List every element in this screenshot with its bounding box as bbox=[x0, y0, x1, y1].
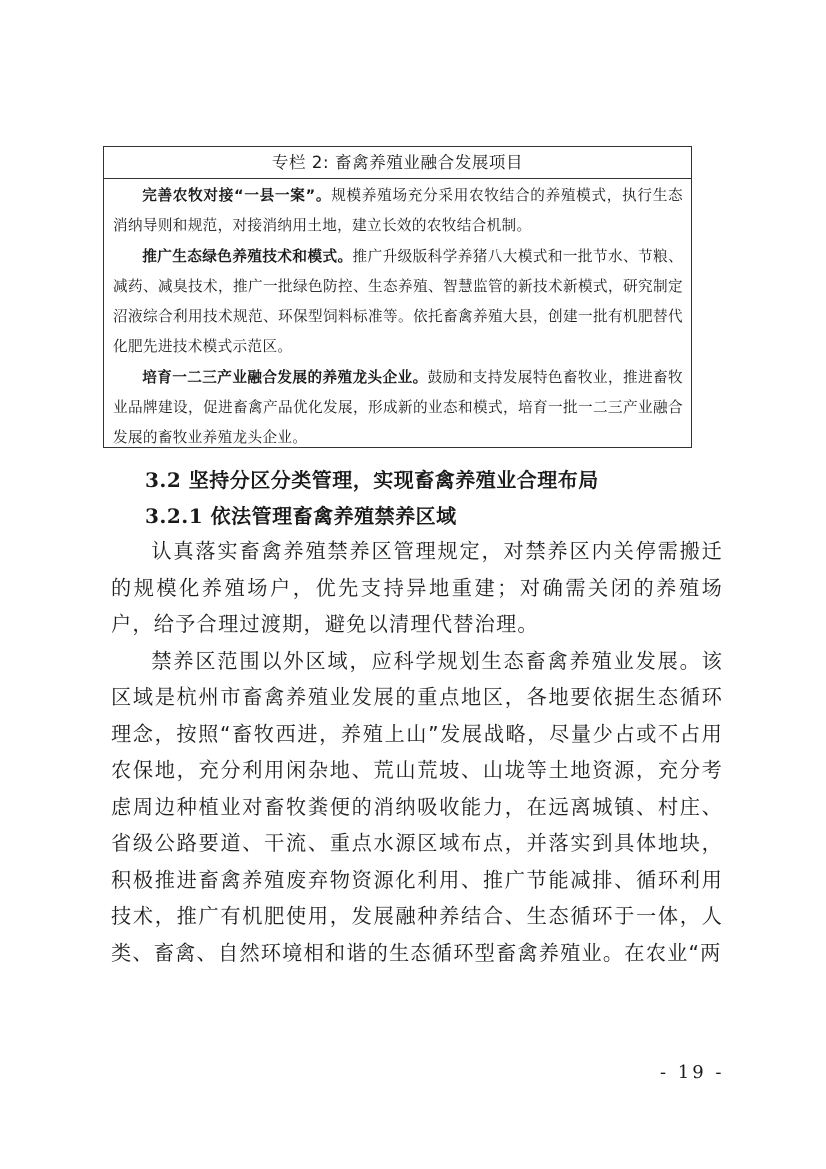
feature-box bbox=[103, 146, 692, 448]
feature-item-text: 推广升级版科学养猪八大模式和一批节水、节粮、减药、减臭技术，推广一批绿色防控、生态养殖、智慧监管的新技术新模式，研究制定沼液综合利用技术规范、环保型饲料标准等。依托畜禽养殖大县，创建一批有机肥替代化肥先进技术模式示范区。 bbox=[113, 247, 684, 356]
feature-item bbox=[113, 242, 683, 363]
feature-item-text: 规模养殖场充分采用农牧结合的养殖模式，执行生态消纳导则和规范，对接消纳用土地，建立长效的农牧结合机制。 bbox=[113, 187, 683, 235]
feature-box-title: 专栏 2: 畜禽养殖业融合发展项目 bbox=[104, 147, 691, 179]
section-heading: 3.2 坚持分区分类管理，实现畜禽养殖业合理布局 bbox=[145, 468, 599, 492]
feature-item-lead: 推广生态绿色养殖技术和模式。 bbox=[142, 247, 353, 265]
feature-item bbox=[113, 363, 683, 454]
feature-item bbox=[113, 181, 683, 242]
paragraph: 认真落实畜禽养殖禁养区管理规定，对禁养区内关停需搬迁的规模化养殖场户，优先支持异地重建；对确需关闭的养殖场户，给予合理过渡期，避免以清理代替治理。 bbox=[111, 539, 723, 636]
feature-item-text: 鼓励和支持发展特色畜牧业，推进畜牧业品牌建设，促进畜禽产品优化发展，形成新的业态和模式，培育一批一二三产业融合发展的畜牧业养殖龙头企业。 bbox=[113, 368, 683, 447]
feature-item-lead: 完善农牧对接“一县一案”。 bbox=[142, 187, 332, 204]
subsection-heading: 3.2.1 依法管理畜禽养殖禁养区域 bbox=[145, 504, 457, 528]
page-number: - 19 - bbox=[660, 1062, 725, 1083]
feature-box-body bbox=[104, 179, 691, 454]
body-text bbox=[111, 533, 723, 971]
paragraph: 禁养区范围以外区域，应科学规划生态畜禽养殖业发展。该区域是杭州市畜禽养殖业发展的重点地区，各地要依据生态循环理念，按照“畜牧西进，养殖上山”发展战略，尽量少占或不占用农保地，充分利用闲杂地、荒山荒坡、山垅等土地资源，充分考虑周边种植业对畜牧粪便的消纳吸收能力，在远离城镇、村庄、省级公路要道、干流、重点水源区域布点，并落实到具体地块，积极推进畜禽养殖废弃物资源化利用、推广节能减排、循环利用技术，推广有机肥使用，发展融种养结合、生态循环于一体，人类、畜禽、自然环境相和谐的生态循环型畜禽养殖业。在农业“两 bbox=[111, 648, 723, 965]
feature-item-lead: 培育一二三产业融合发展的养殖龙头企业。 bbox=[142, 368, 428, 386]
